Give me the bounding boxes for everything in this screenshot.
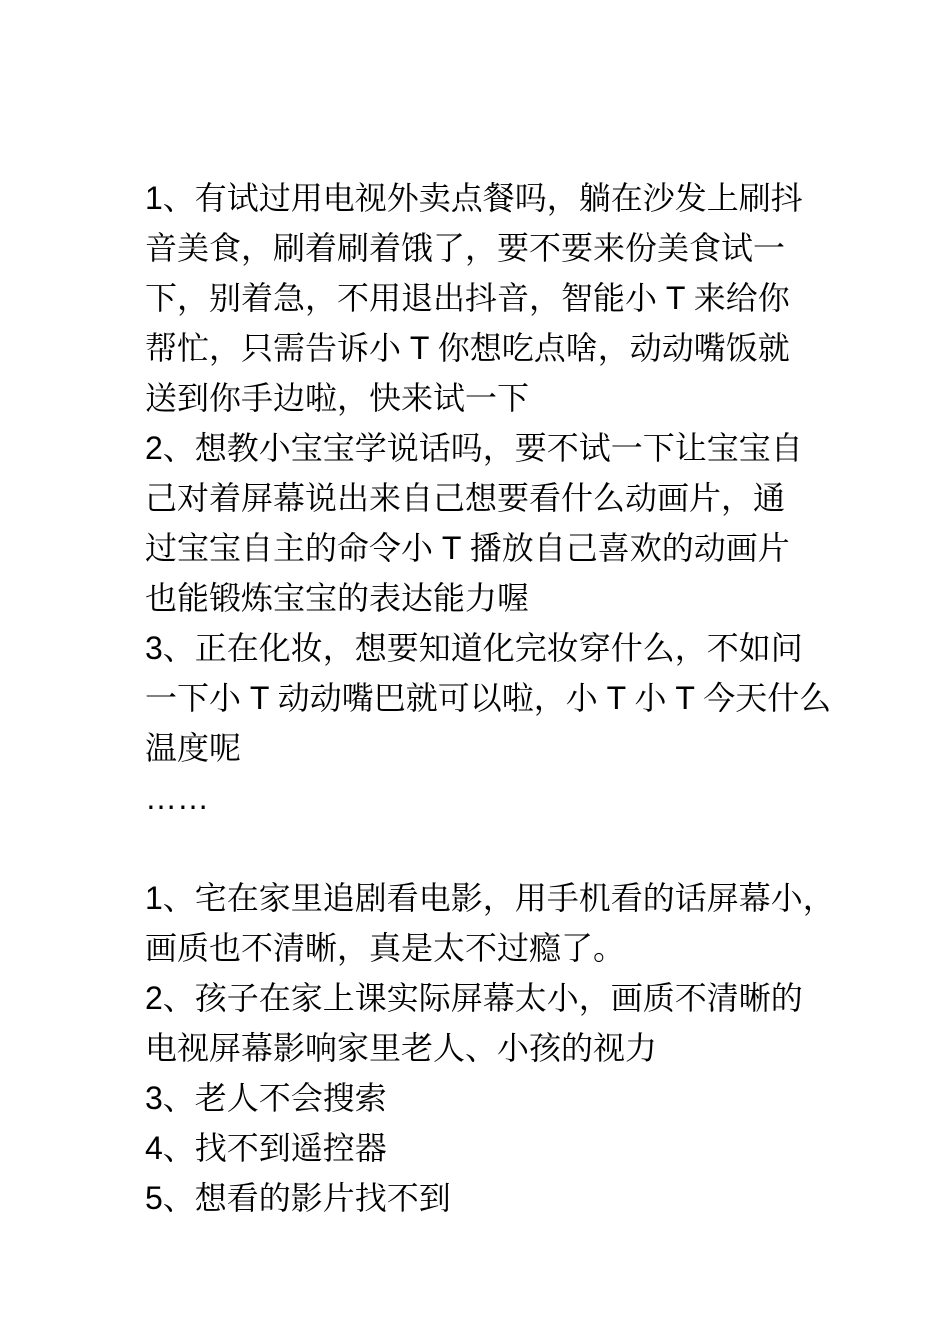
ellipsis: …… — [145, 780, 209, 816]
list-item — [145, 423, 845, 623]
list-item — [145, 623, 845, 773]
text-line: 音美食，刷着刷着饿了，要不要来份美食试一 — [145, 230, 786, 266]
list-item — [145, 873, 845, 973]
list-item — [145, 1123, 845, 1173]
text-line: 画质也不清晰，真是太不过瘾了。 — [145, 930, 626, 966]
pain-point-list — [145, 873, 845, 1223]
text-line: 电视屏幕影响家里老人、小孩的视力 — [145, 1030, 658, 1066]
text-line: 送到你手边啦，快来试一下 — [145, 380, 530, 416]
text-line: 己对着屏幕说出来自己想要看什么动画片，通 — [145, 480, 786, 516]
text-line: 过宝宝自主的命令小 T 播放自己喜欢的动画片 — [145, 530, 790, 566]
text-line: 5、想看的影片找不到 — [145, 1180, 451, 1216]
list-item — [145, 973, 845, 1073]
usage-scenario-list — [145, 173, 845, 823]
text-line: 下，别着急，不用退出抖音，智能小 T 来给你 — [145, 280, 790, 316]
text-line: 1、有试过用电视外卖点餐吗，躺在沙发上刷抖 — [145, 180, 803, 216]
document-body — [145, 173, 845, 1223]
text-line: 一下小 T 动动嘴巴就可以啦，小 T 小 T 今天什么 — [145, 680, 832, 716]
text-line: 帮忙，只需告诉小 T 你想吃点啥，动动嘴饭就 — [145, 330, 790, 366]
list-item — [145, 173, 845, 423]
text-line: 1、宅在家里追剧看电影，用手机看的话屏幕小， — [145, 880, 835, 916]
text-line: 2、孩子在家上课实际屏幕太小，画质不清晰的 — [145, 980, 803, 1016]
text-line: 4、找不到遥控器 — [145, 1130, 387, 1166]
text-line: 3、老人不会搜索 — [145, 1080, 387, 1116]
text-line: 温度呢 — [145, 730, 242, 766]
list-item — [145, 1173, 845, 1223]
text-line: 3、正在化妆，想要知道化完妆穿什么，不如问 — [145, 630, 803, 666]
list-item — [145, 1073, 845, 1123]
text-line: 2、想教小宝宝学说话吗，要不试一下让宝宝自 — [145, 430, 803, 466]
text-line: 也能锻炼宝宝的表达能力喔 — [145, 580, 530, 616]
